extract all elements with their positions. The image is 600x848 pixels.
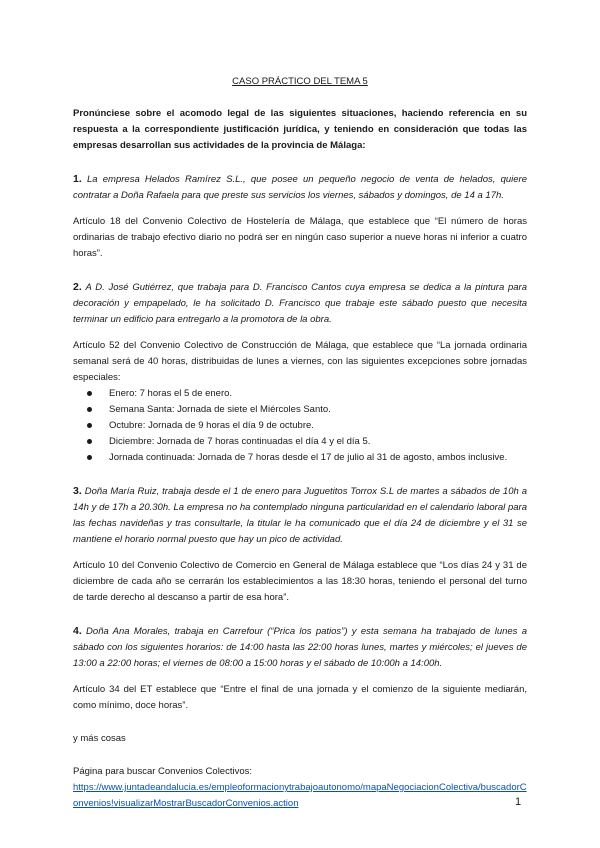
- search-label: Página para buscar Convenios Colectivos:: [73, 766, 253, 777]
- more-note: y más cosas: [73, 733, 126, 744]
- case-1: [73, 171, 527, 204]
- case-3-article: Artículo 10 del Convenio Colectivo de Comercio en General de Málaga establece que “Los días 24 y 31 de diciembre de cada año se cerrarán los establecimientos a las 18:30 horas, teniendo el personal del turno de tarde derecho al descanso a partir de esa hora”.: [73, 560, 527, 603]
- list-item: [73, 450, 527, 466]
- case-3-text: Doña María Ruiz, trabaja desde el 1 de enero para Juguetitos Torrox S.L de martes a sábados de 10h a 14h y de 17h a 20.30h. La empresa no ha contemplado ninguna particularidad en el calendario laboral para las fechas navideñas y tras consultarle, la titular le ha comunicado que el día 24 de diciembre y el 31 se mantiene el horario normal puesto que hay un pico de actividad.: [73, 486, 527, 545]
- case-2-article: Artículo 52 del Convenio Colectivo de Construcción de Málaga, que establece que “La jornada ordinaria semanal será de 40 horas, distribuidas de lunes a viernes, con las siguientes excepciones sobre jornadas especiales:: [73, 340, 527, 383]
- exception-text: Octubre: Jornada de 9 horas el día 9 de octubre.: [109, 420, 314, 431]
- list-item: [73, 418, 527, 434]
- case-3: [73, 483, 527, 548]
- case-3-number: 3.: [73, 485, 82, 497]
- bullet-icon: [87, 439, 92, 444]
- bullet-icon: [87, 423, 92, 428]
- case-4-text: Doña Ana Morales, trabaja en Carrefour (“Prica los patios”) y esta semana ha trabajado de lunes a sábado con los siguientes horarios: de 14:00 hasta las 22:00 horas lunes, martes y miércoles; el jueves de 13:00 a 22:00 horas; el viernes de 08:00 a 15:00 horas y el sábado de 10:00h a 14:00h.: [73, 626, 527, 669]
- convenios-link[interactable]: https://www.juntadeandalucia.es/empleoformacionytrabajoautonomo/mapaNegociacionColectiva/buscadorConvenios!visualizarMostrarBuscadorConvenios.action: [73, 782, 527, 809]
- bullet-icon: [87, 455, 92, 460]
- exception-text: Semana Santa: Jornada de siete el Miércoles Santo.: [109, 404, 331, 415]
- list-item: [73, 386, 527, 402]
- page-number: 1: [515, 796, 522, 808]
- document-body: [73, 74, 527, 812]
- document-title: CASO PRÁCTICO DEL TEMA 5: [232, 76, 368, 87]
- bullet-icon: [87, 391, 92, 396]
- bullet-icon: [87, 407, 92, 412]
- case-2: [73, 279, 527, 328]
- exception-text: Enero: 7 horas el 5 de enero.: [109, 388, 233, 399]
- exception-text: Jornada continuada: Jornada de 7 horas desde el 17 de julio al 31 de agosto, ambos inclusive.: [109, 452, 508, 463]
- exceptions-list: [73, 386, 527, 466]
- case-1-article: Artículo 18 del Convenio Colectivo de Hostelería de Málaga, que establece que “El número de horas ordinarias de trabajo efectivo diario no podrá ser en ningún caso superior a nueve horas ni inferior a cuatro horas”.: [73, 216, 527, 259]
- exception-text: Diciembre: Jornada de 7 horas continuadas el día 4 y el día 5.: [109, 436, 371, 447]
- case-1-text: La empresa Helados Ramírez S.L., que posee un pequeño negocio de venta de helados, quiere contratar a Doña Rafaela para que preste sus servicios los viernes, sábados y domingos, de 14 a 17h.: [73, 174, 528, 201]
- case-4-number: 4.: [73, 625, 82, 637]
- list-item: [73, 434, 527, 450]
- case-2-number: 2.: [73, 281, 82, 293]
- case-2-text: A D. José Gutiérrez, que trabaja para D. Francisco Cantos cuya empresa se dedica a la pintura para decoración y empapelado, le ha solicitado D. Francisco que trabaje este sábado puesto que necesita terminar un edificio para entregarlo a la promotora de la obra.: [73, 282, 527, 325]
- case-4-article: Artículo 34 del ET establece que “Entre el final de una jornada y el comienzo de la siguiente mediarán, como mínimo, doce horas”.: [73, 684, 527, 711]
- list-item: [73, 402, 527, 418]
- case-4: [73, 623, 527, 672]
- intro-paragraph: Pronúnciese sobre el acomodo legal de las siguientes situaciones, haciendo referencia en su respuesta a la correspondiente justificación jurídica, y teniendo en consideración que todas las empresas desarrollan sus actividades de la provincia de Málaga:: [73, 108, 527, 151]
- case-1-number: 1.: [73, 173, 82, 185]
